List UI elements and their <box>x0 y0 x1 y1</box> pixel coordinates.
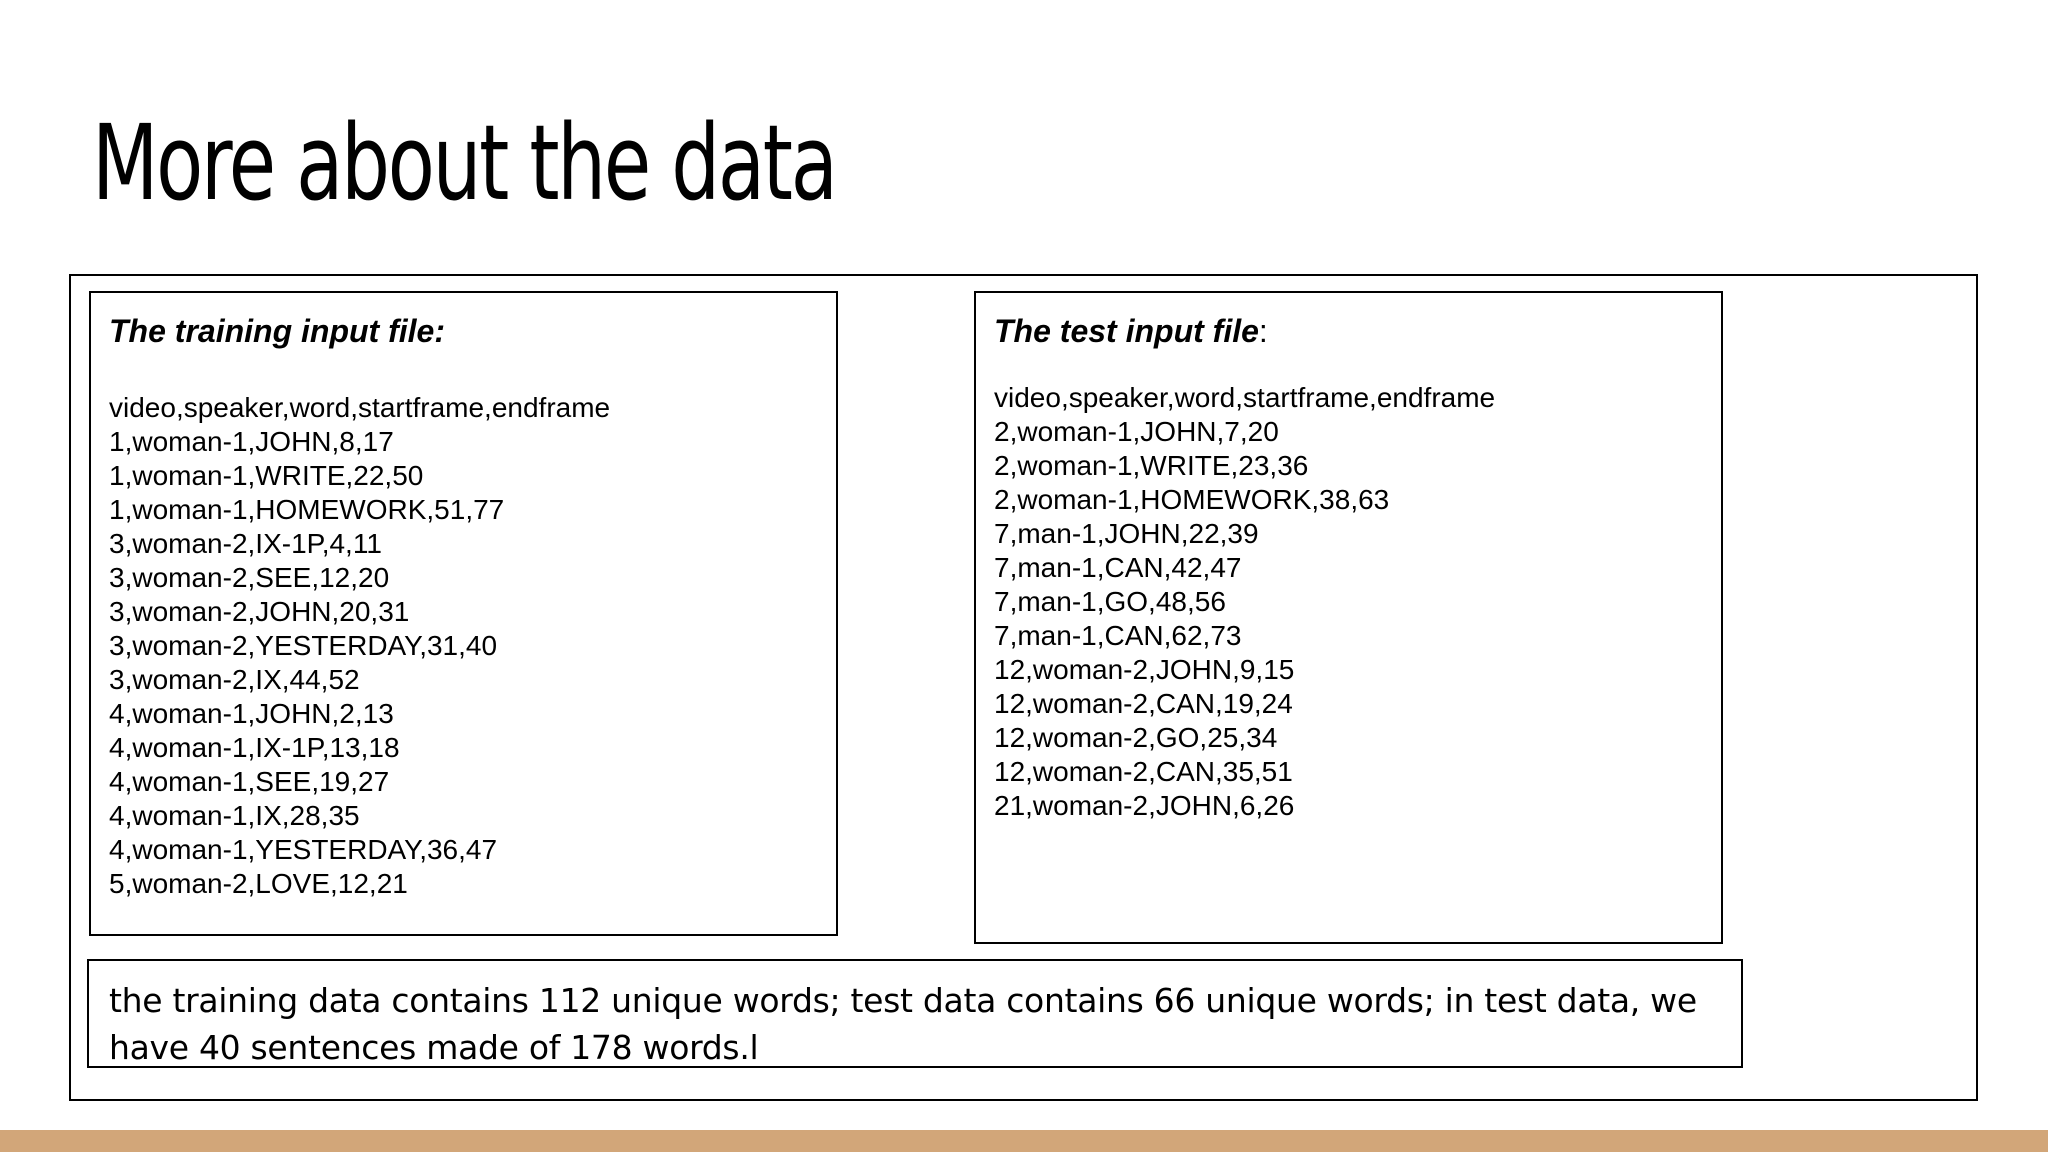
training-file-line: 4,woman-1,YESTERDAY,36,47 <box>109 834 498 865</box>
footer-bar <box>0 1130 2048 1152</box>
test-file-line: 12,woman-2,GO,25,34 <box>994 722 1278 753</box>
training-file-lines <box>109 391 818 901</box>
test-file-box <box>974 291 1723 944</box>
training-file-line: 3,woman-2,SEE,12,20 <box>109 562 390 593</box>
training-file-line: 1,woman-1,WRITE,22,50 <box>109 460 424 491</box>
training-file-line: 4,woman-1,IX-1P,13,18 <box>109 732 400 763</box>
test-file-heading-suffix: : <box>1258 313 1268 349</box>
slide-title: More about the data <box>92 102 836 224</box>
test-file-line: 7,man-1,JOHN,22,39 <box>994 518 1259 549</box>
training-file-line: 3,woman-2,JOHN,20,31 <box>109 596 410 627</box>
training-file-line: 3,woman-2,YESTERDAY,31,40 <box>109 630 498 661</box>
test-file-line: 12,woman-2,CAN,35,51 <box>994 756 1293 787</box>
summary-text: the training data contains 112 unique words; test data contains 66 unique words; in test data, we have 40 sentences made of 178 words.l <box>109 981 1697 1067</box>
summary-text-box[interactable] <box>87 959 1743 1068</box>
training-file-line: 1,woman-1,HOMEWORK,51,77 <box>109 494 505 525</box>
test-file-heading-text: The test input file <box>994 313 1259 349</box>
training-file-line: 4,woman-1,IX,28,35 <box>109 800 360 831</box>
training-file-heading-text: The training input file: <box>109 313 445 349</box>
test-file-line: 12,woman-2,CAN,19,24 <box>994 688 1293 719</box>
test-file-line: 7,man-1,CAN,62,73 <box>994 620 1242 651</box>
training-file-line: 1,woman-1,JOHN,8,17 <box>109 426 394 457</box>
test-file-line: 21,woman-2,JOHN,6,26 <box>994 790 1295 821</box>
test-file-line: 7,man-1,CAN,42,47 <box>994 552 1242 583</box>
training-file-heading <box>109 311 818 351</box>
training-file-line: 5,woman-2,LOVE,12,21 <box>109 868 408 899</box>
test-file-line: 2,woman-1,WRITE,23,36 <box>994 450 1309 481</box>
test-file-line: 7,man-1,GO,48,56 <box>994 586 1226 617</box>
test-file-line: 2,woman-1,JOHN,7,20 <box>994 416 1279 447</box>
training-file-line: video,speaker,word,startframe,endframe <box>109 392 611 423</box>
test-file-line: video,speaker,word,startframe,endframe <box>994 382 1496 413</box>
test-file-line: 12,woman-2,JOHN,9,15 <box>994 654 1295 685</box>
test-file-line: 2,woman-1,HOMEWORK,38,63 <box>994 484 1390 515</box>
training-file-line: 3,woman-2,IX,44,52 <box>109 664 360 695</box>
test-file-lines <box>994 381 1703 823</box>
test-file-heading <box>994 311 1703 351</box>
training-file-line: 4,woman-1,JOHN,2,13 <box>109 698 394 729</box>
training-file-line: 3,woman-2,IX-1P,4,11 <box>109 528 382 559</box>
training-file-line: 4,woman-1,SEE,19,27 <box>109 766 390 797</box>
training-file-box <box>89 291 838 936</box>
